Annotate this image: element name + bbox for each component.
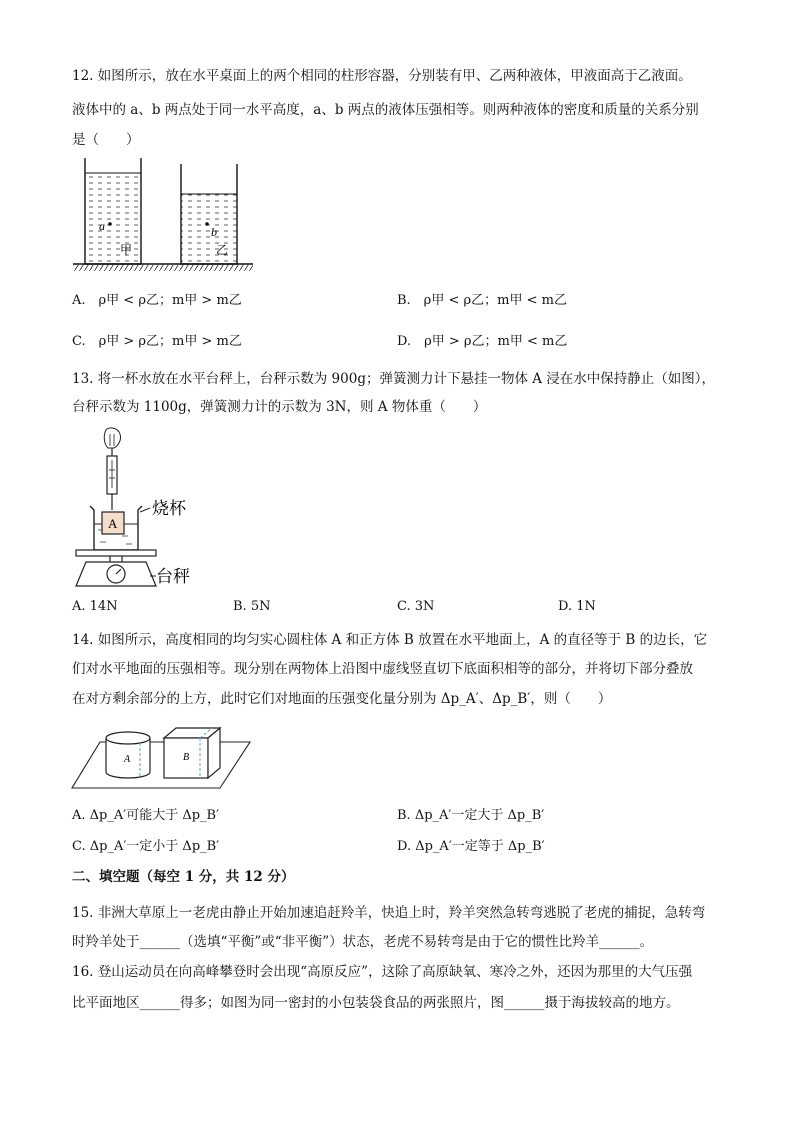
q12-line-3: 是（ ） [72,132,140,148]
point-b [205,222,209,226]
q14-line-3: 在对方剩余部分的上方，此时它们对地面的压强变化量分别为 Δp_A′、Δp_B′，则（ ） [72,691,612,707]
point-b-label: b [211,225,217,239]
q15-line-2: 时羚羊处于______（选填“平衡”或“非平衡”）状态，老虎不易转弯是由于它的惯性比羚羊______。 [72,934,654,950]
scale-platform [76,550,156,556]
q14-option-a[interactable]: A. Δp_A′可能大于 Δp_B′ [72,808,220,823]
section-2-title: 二、填空题（每空 1 分，共 12 分） [72,869,295,885]
point-a-label: a [99,219,105,233]
q15-line-1: 15. 非洲大草原上一老虎由静止开始加速追赶羚羊，快追上时，羚羊突然急转弯逃脱了老虎的捕捉，急转弯 [72,905,706,921]
q16-line-2: 比平面地区______得多；如图为同一密封的小包装袋食品的两张照片，图______摄于海拔较高的地方。 [72,995,680,1011]
q12-option-c[interactable]: C. ρ甲 > ρ乙；m甲 > m乙 [72,334,242,349]
q14-option-b[interactable]: B. Δp_A′一定大于 Δp_B′ [397,808,545,823]
q13-line-1: 13. 将一杯水放在水平台秤上，台秤示数为 900g；弹簧测力计下悬挂一物体 A 浸在水中保持静止（如图）， [72,371,716,387]
q13-option-a[interactable]: A. 14N [72,599,118,614]
q13-line-2: 台秤示数为 1100g，弹簧测力计的示数为 3N，则 A 物体重（ ） [72,399,487,415]
point-a [108,222,112,226]
q12-option-a[interactable]: A. ρ甲 < ρ乙；m甲 > m乙 [72,293,242,308]
q14-line-1: 14. 如图所示，高度相同的均匀实心圆柱体 A 和正方体 B 放置在水平地面上，A 的直径等于 B 的边长，它 [72,632,708,648]
q12-option-b[interactable]: B. ρ甲 < ρ乙；m甲 < m乙 [397,293,567,308]
ground-plane [72,742,250,788]
container-yi-liquid [181,194,237,264]
container-jia-liquid [85,173,141,264]
ground-hatch [73,265,253,271]
container-jia-label: 甲 [120,243,133,257]
hand-icon [104,428,120,448]
q12-line-1: 12. 如图所示，放在水平桌面上的两个相同的柱形容器，分别装有甲、乙两种液体，甲液面高于乙液面。 [72,68,692,84]
scale-label: 台秤 [156,567,190,587]
q14-option-c[interactable]: C. Δp_A′一定小于 Δp_B′ [72,839,220,854]
q13-option-d[interactable]: D. 1N [558,599,596,614]
q12-containers-figure [70,150,260,272]
q14-solids-figure [70,724,252,792]
q13-option-c[interactable]: C. 3N [397,599,435,614]
cube-b-label: B [183,752,190,763]
q16-line-1: 16. 登山运动员在向高峰攀登时会出现“高原反应”，这除了高原缺氧、寒冷之外，还因为那里的大气压强 [72,964,693,980]
container-yi-label: 乙 [216,243,229,257]
beaker-label: 烧杯 [152,499,186,519]
q14-line-2: 们对水平地面的压强相等。现分别在两物体上沿图中虚线竖直切下底面积相等的部分，并将切下部分叠放 [72,661,693,677]
q12-line-2: 液体中的 a、b 两点处于同一水平高度，a、b 两点的液体压强相等。则两种液体的密度和质量的关系分别 [72,102,699,118]
cylinder-a-label: A [124,754,131,765]
q13-scale-figure [70,426,230,592]
q12-option-d[interactable]: D. ρ甲 > ρ乙；m甲 < m乙 [397,334,568,349]
q13-option-b[interactable]: B. 5N [233,599,271,614]
object-a-label: A [108,516,118,531]
q14-option-d[interactable]: D. Δp_A′一定等于 Δp_B′ [397,839,545,854]
